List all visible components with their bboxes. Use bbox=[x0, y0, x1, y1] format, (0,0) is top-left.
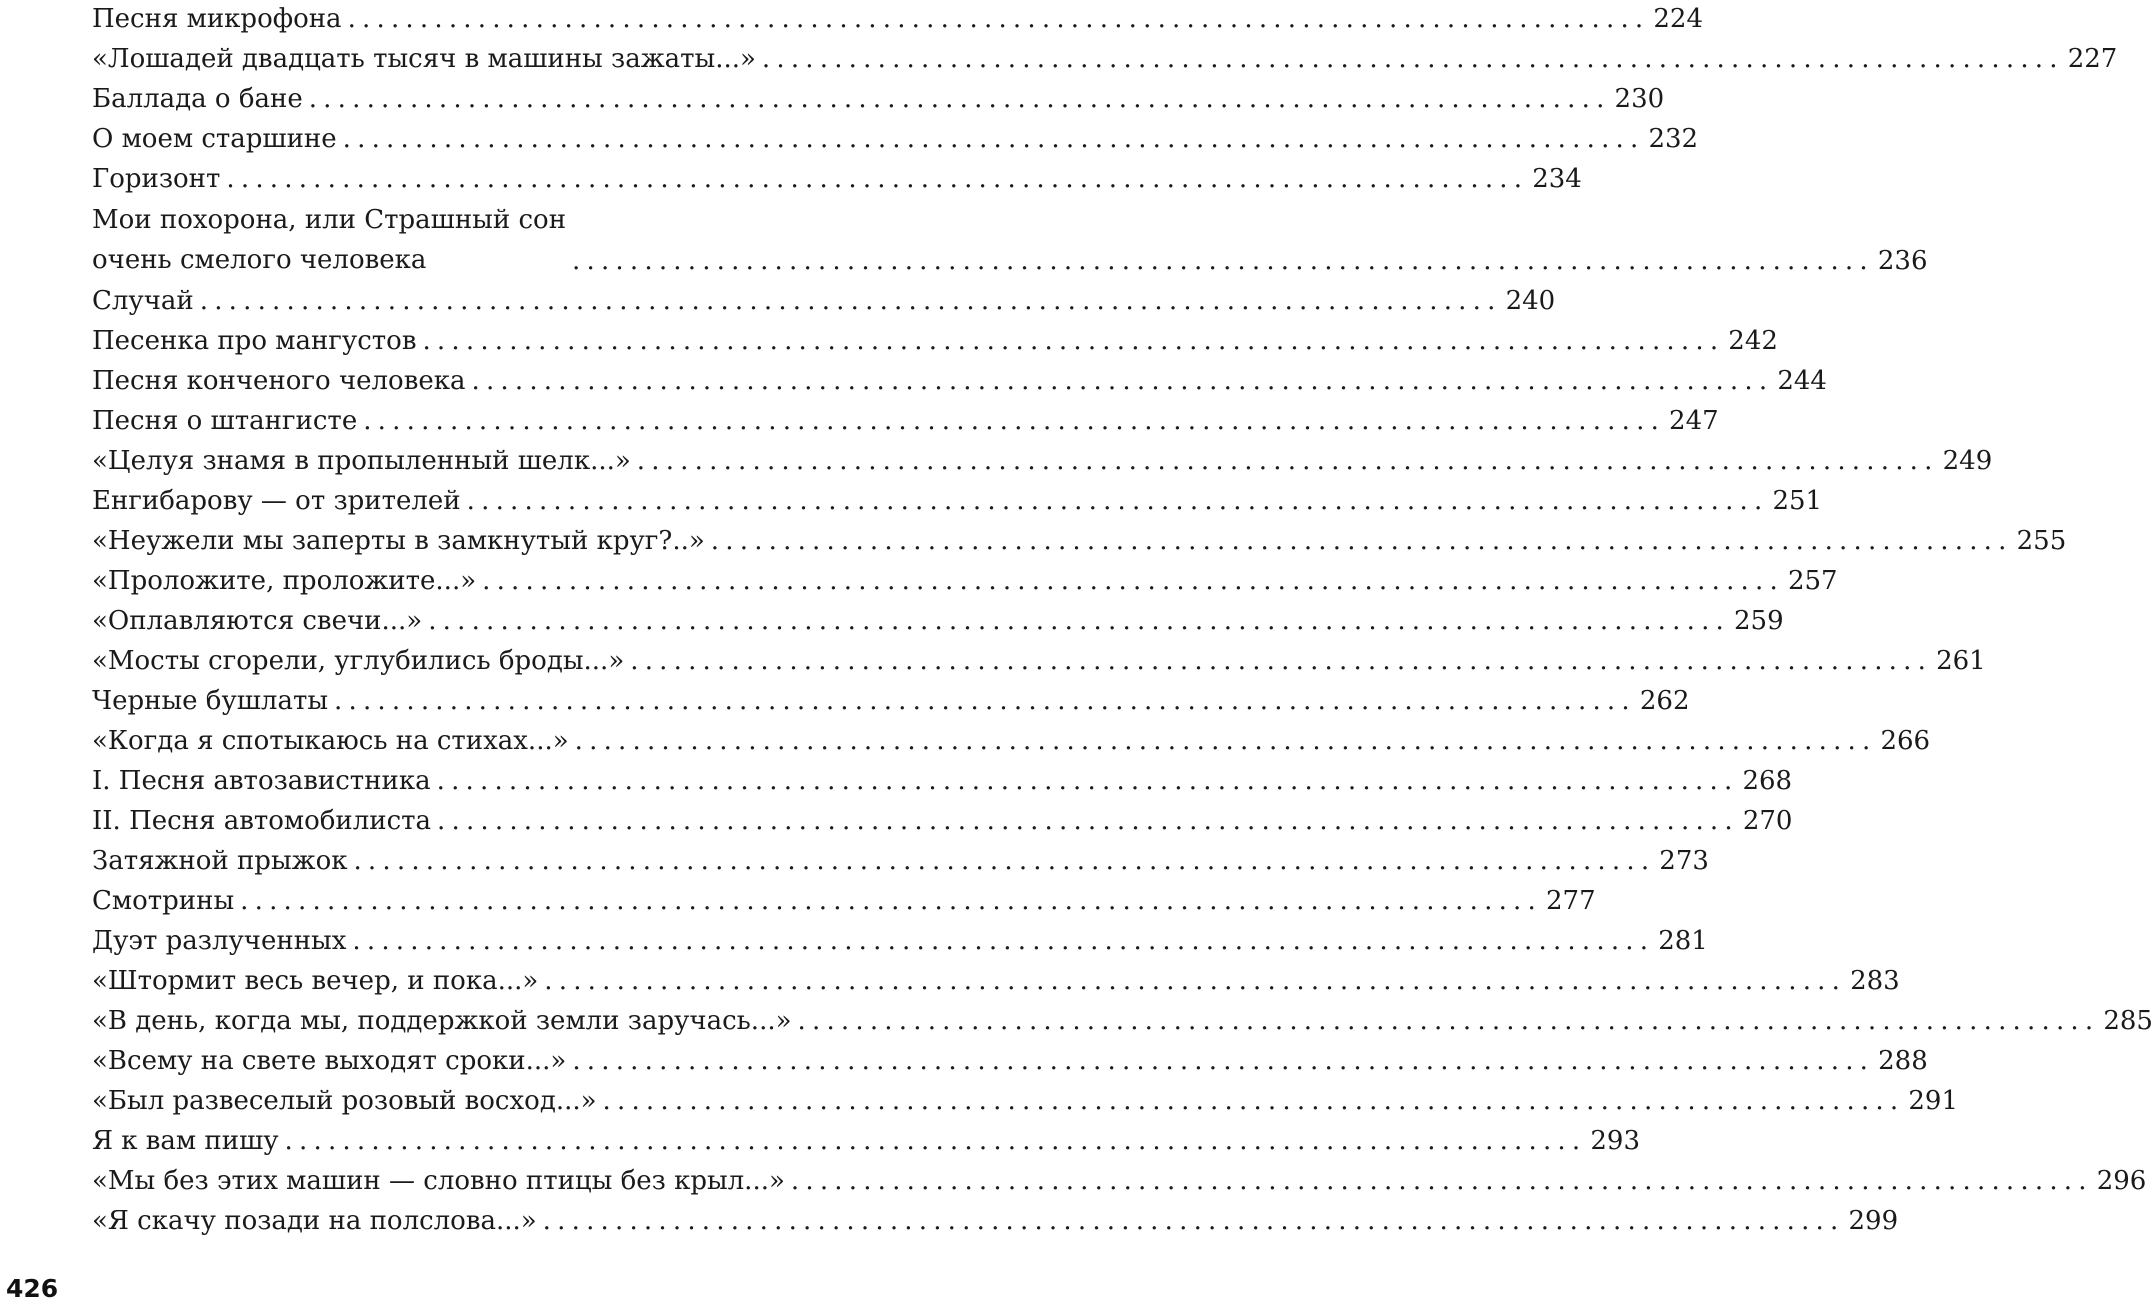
toc-entry-page: 249 bbox=[1942, 446, 1993, 476]
toc-entry bbox=[92, 882, 1596, 922]
dot-leader: .......................................................................................... bbox=[334, 686, 1636, 716]
toc-entry-page: 268 bbox=[1742, 766, 1793, 796]
toc-entry-title: Я к вам пишу bbox=[92, 1126, 279, 1156]
toc-entry-title: «Штормит весь вечер, и пока...» bbox=[92, 966, 539, 996]
toc-entry bbox=[92, 922, 1708, 962]
toc-entry bbox=[92, 962, 1900, 1002]
toc-entry bbox=[92, 402, 1719, 442]
dot-leader: .......................................................................................... bbox=[226, 164, 1529, 194]
toc-entry bbox=[92, 40, 2118, 80]
toc-entry-page: 259 bbox=[1734, 606, 1784, 636]
toc-entry-page: 255 bbox=[2016, 526, 2067, 556]
toc-entry bbox=[92, 1162, 2147, 1202]
dot-leader: .......................................................................................... bbox=[572, 246, 1874, 276]
toc-entry-title: Затяжной прыжок bbox=[92, 846, 348, 876]
toc-entry bbox=[92, 1002, 2153, 1042]
toc-entry-title: «В день, когда мы, поддержкой земли заручась...» bbox=[92, 1006, 792, 1036]
toc-entry-page: 270 bbox=[1742, 806, 1793, 836]
dot-leader: .......................................................................................... bbox=[790, 1166, 2093, 1196]
toc-entry-page: 227 bbox=[2067, 44, 2118, 74]
dot-leader: .......................................................................................... bbox=[342, 124, 1645, 154]
table-of-contents bbox=[92, 0, 2153, 1242]
dot-leader: .......................................................................................... bbox=[471, 366, 1774, 396]
toc-entry bbox=[92, 282, 1556, 322]
toc-entry-page: 293 bbox=[1590, 1126, 1641, 1156]
toc-entry-page: 277 bbox=[1545, 886, 1596, 916]
dot-leader: .......................................................................................... bbox=[544, 966, 1847, 996]
toc-entry-title: «Я скачу позади на полслова...» bbox=[92, 1206, 537, 1236]
toc-entry-title: «Лошадей двадцать тысяч в машины зажаты...» bbox=[92, 44, 756, 74]
toc-entry bbox=[92, 762, 1793, 802]
dot-leader: .......................................................................................... bbox=[347, 4, 1650, 34]
toc-entry-title: «Целуя знамя в пропыленный шелк...» bbox=[92, 446, 631, 476]
dot-leader: .......................................................................................... bbox=[363, 406, 1666, 436]
toc-entry bbox=[92, 802, 1793, 842]
toc-entry-page: 285 bbox=[2103, 1006, 2153, 1036]
toc-entry-page: 240 bbox=[1505, 286, 1556, 316]
toc-entry-title: «Был развеселый розовый восход...» bbox=[92, 1086, 597, 1116]
toc-entry-page: 242 bbox=[1728, 326, 1778, 356]
toc-entry-title: Песня микрофона bbox=[92, 4, 342, 34]
toc-entry-title: Случай bbox=[92, 286, 194, 316]
dot-leader: .......................................................................................... bbox=[630, 646, 1933, 676]
dot-leader: .......................................................................................... bbox=[482, 566, 1784, 596]
dot-leader: .......................................................................................... bbox=[240, 886, 1542, 916]
toc-entry-title: I. Песня автозавистника bbox=[92, 766, 431, 796]
toc-entry-page: 251 bbox=[1772, 486, 1823, 516]
toc-entry-title: Енгибарову — от зрителей bbox=[92, 486, 461, 516]
toc-entry bbox=[92, 0, 1704, 40]
toc-entry-page: 273 bbox=[1659, 846, 1709, 876]
toc-entry bbox=[92, 722, 1931, 762]
toc-entry bbox=[92, 442, 1993, 482]
dot-leader: .......................................................................................... bbox=[636, 446, 1939, 476]
dot-leader: .......................................................................................... bbox=[352, 926, 1655, 956]
toc-entry bbox=[92, 1042, 1928, 1082]
toc-entry-page: 257 bbox=[1787, 566, 1838, 596]
toc-entry bbox=[92, 1122, 1641, 1162]
toc-entry-page: 283 bbox=[1850, 966, 1900, 996]
toc-entry bbox=[92, 522, 2067, 562]
dot-leader: .......................................................................................... bbox=[284, 1126, 1587, 1156]
toc-entry-page: 266 bbox=[1880, 726, 1931, 756]
toc-entry-title: О моем старшине bbox=[92, 124, 337, 154]
dot-leader: .......................................................................................... bbox=[572, 1046, 1875, 1076]
toc-entry-title: II. Песня автомобилиста bbox=[92, 806, 432, 836]
toc-entry-title: «Оплавляются свечи...» bbox=[92, 606, 423, 636]
toc-entry bbox=[92, 642, 1986, 682]
dot-leader: .......................................................................................... bbox=[466, 486, 1769, 516]
toc-entry-page: 244 bbox=[1777, 366, 1827, 396]
toc-entry-page: 299 bbox=[1848, 1206, 1899, 1236]
toc-entry-page: 232 bbox=[1648, 124, 1699, 154]
toc-entry-title: «Когда я спотыкаюсь на стихах...» bbox=[92, 726, 569, 756]
toc-entry bbox=[92, 80, 1665, 120]
toc-entry bbox=[92, 842, 1709, 882]
toc-entry bbox=[92, 482, 1823, 522]
dot-leader: .......................................................................................... bbox=[422, 326, 1725, 356]
toc-entry bbox=[92, 1082, 1958, 1122]
toc-entry-page: 262 bbox=[1639, 686, 1690, 716]
toc-entry-title: Черные бушлаты bbox=[92, 686, 329, 716]
toc-entry-title: «Всему на свете выходят сроки...» bbox=[92, 1046, 567, 1076]
toc-entry-page: 224 bbox=[1653, 4, 1704, 34]
dot-leader: .......................................................................................... bbox=[542, 1206, 1845, 1236]
dot-leader: .......................................................................................... bbox=[436, 766, 1739, 796]
toc-entry-title: Горизонт bbox=[92, 164, 221, 194]
toc-entry-title: Песня о штангисте bbox=[92, 406, 358, 436]
dot-leader: .......................................................................................... bbox=[602, 1086, 1905, 1116]
dot-leader: .......................................................................................... bbox=[353, 846, 1656, 876]
toc-entry bbox=[92, 200, 1928, 282]
toc-entry bbox=[92, 1202, 1899, 1242]
dot-leader: .......................................................................................... bbox=[797, 1006, 2100, 1036]
dot-leader: .......................................................................................... bbox=[437, 806, 1739, 836]
toc-entry bbox=[92, 362, 1827, 402]
toc-entry bbox=[92, 322, 1778, 362]
page-number: 426 bbox=[6, 1274, 59, 1303]
toc-entry-title: Песня конченого человека bbox=[92, 366, 466, 396]
toc-entry-title: «Мы без этих машин — словно птицы без крыл...» bbox=[92, 1166, 785, 1196]
toc-entry-title: «Проложите, проложите...» bbox=[92, 566, 477, 596]
toc-entry bbox=[92, 562, 1838, 602]
toc-entry bbox=[92, 120, 1699, 160]
toc-entry-page: 247 bbox=[1669, 406, 1719, 436]
dot-leader: .......................................................................................... bbox=[761, 44, 2064, 74]
toc-entry-title: Баллада о бане bbox=[92, 84, 303, 114]
toc-entry-title: «Мосты сгорели, углубились броды...» bbox=[92, 646, 625, 676]
toc-entry-page: 281 bbox=[1658, 926, 1708, 956]
toc-entry-title: Мои похорона, или Страшный сон очень смелого человека bbox=[92, 205, 567, 275]
toc-entry-page: 291 bbox=[1908, 1086, 1958, 1116]
dot-leader: .......................................................................................... bbox=[428, 606, 1731, 636]
toc-entry-page: 236 bbox=[1877, 246, 1928, 276]
toc-entry-page: 234 bbox=[1532, 164, 1582, 194]
toc-entry-page: 261 bbox=[1936, 646, 1986, 676]
toc-entry-page: 296 bbox=[2096, 1166, 2147, 1196]
toc-entry bbox=[92, 160, 1582, 200]
toc-entry bbox=[92, 602, 1784, 642]
toc-entry-title: «Неужели мы заперты в замкнутый круг?..» bbox=[92, 526, 705, 556]
toc-entry-title: Смотрины bbox=[92, 886, 235, 916]
toc-entry bbox=[92, 682, 1690, 722]
toc-entry-title: Дуэт разлученных bbox=[92, 926, 347, 956]
dot-leader: .......................................................................................... bbox=[199, 286, 1502, 316]
dot-leader: .......................................................................................... bbox=[710, 526, 2013, 556]
toc-entry-page: 288 bbox=[1878, 1046, 1928, 1076]
toc-entry-page: 230 bbox=[1614, 84, 1665, 114]
dot-leader: .......................................................................................... bbox=[574, 726, 1877, 756]
toc-entry-title: Песенка про мангустов bbox=[92, 326, 417, 356]
dot-leader: .......................................................................................... bbox=[308, 84, 1611, 114]
